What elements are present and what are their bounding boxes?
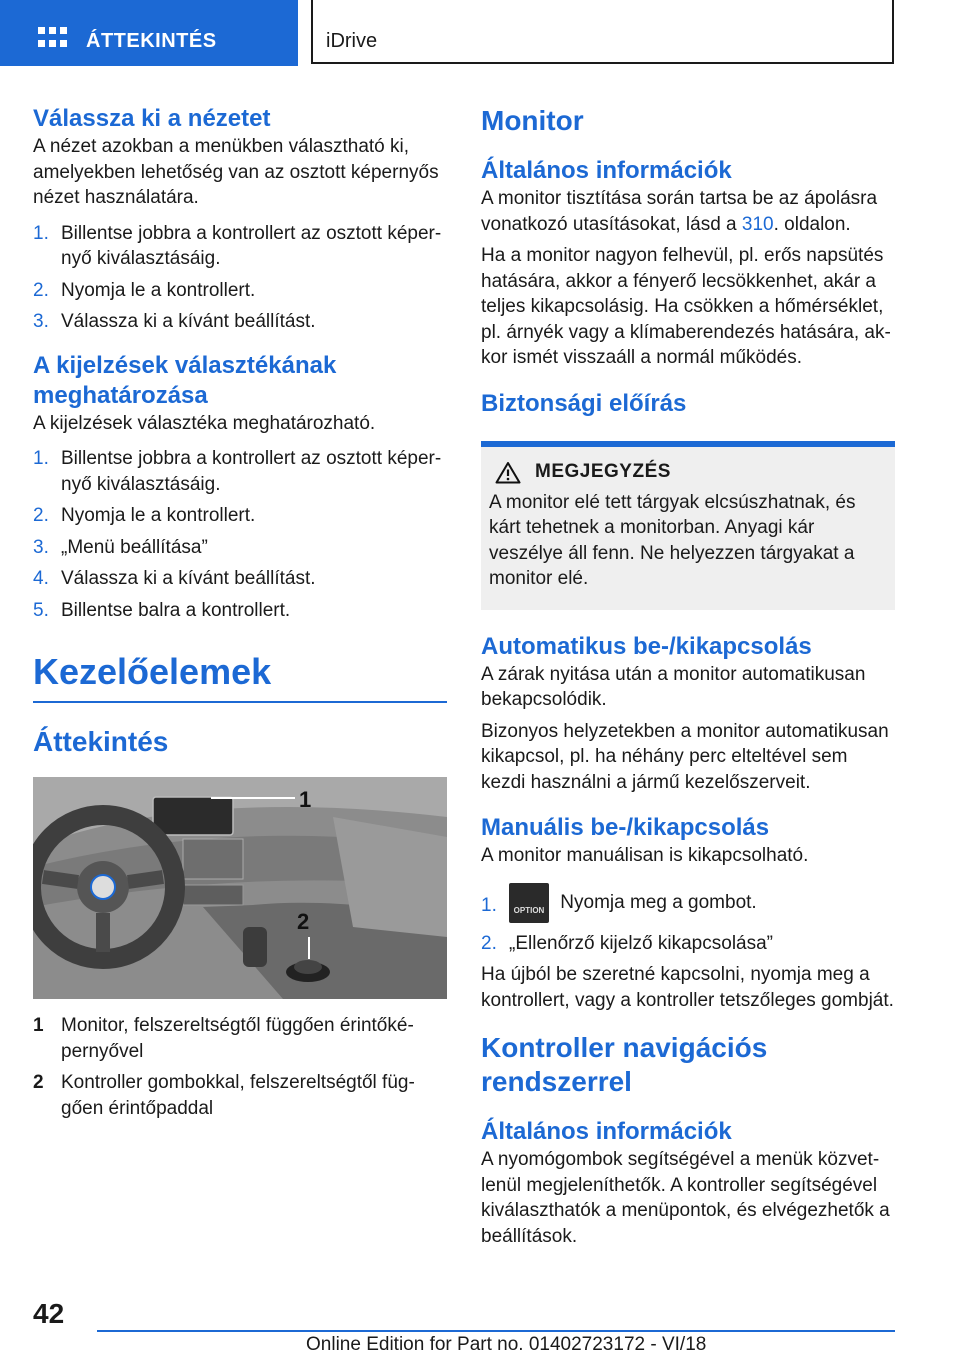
footer-rule bbox=[97, 1330, 895, 1332]
list-item bbox=[33, 221, 447, 272]
step-text: Nyomja le a kontrollert. bbox=[61, 505, 256, 526]
heading-select-view: Válassza ki a nézetet bbox=[33, 105, 271, 132]
callout-1: 1 bbox=[299, 787, 312, 812]
auto-para-2: Bizonyos helyzetekben a monitor automatikusan kikapcsol, pl. ha néhány perc elteltével sem kezdi használni a jármű kezelőszerveit. bbox=[481, 720, 889, 793]
heading-safety: Biztonsági előírás bbox=[481, 389, 687, 417]
manual-steps bbox=[481, 883, 895, 957]
left-column bbox=[33, 104, 447, 1127]
step-number: 1. bbox=[481, 894, 497, 916]
step-number: 3. bbox=[33, 311, 49, 332]
nav-para-1: A nyomógombok segítségével a menük közvetlenül megjeleníthetők. A kontroller segítségével kiválaszthatók a menüpontok, és elvégezhetők a beállítások. bbox=[481, 1149, 890, 1247]
step-number: 2. bbox=[33, 279, 49, 301]
step-number: 1. bbox=[33, 222, 49, 244]
legend-number: 1 bbox=[33, 1015, 44, 1036]
list-item bbox=[481, 931, 895, 957]
chapter-heading: Kezelőelemek bbox=[33, 651, 272, 692]
select-view-intro: A nézet azokban a menükben választható ki, amelyekben lehetőség van az osztott képernyős nézet használatára. bbox=[33, 136, 439, 208]
heading-manual-onoff: Manuális be-/kikapcsolás bbox=[481, 814, 770, 841]
display-selection-steps bbox=[33, 446, 447, 623]
page-number: 42 bbox=[33, 1298, 65, 1329]
callout-2: 2 bbox=[297, 909, 310, 934]
list-item bbox=[33, 535, 447, 561]
step-text: Válassza ki a kívánt beállítást. bbox=[61, 568, 316, 589]
list-item bbox=[33, 309, 447, 335]
option-button-icon bbox=[509, 883, 549, 923]
display-selection-intro: A kijelzések választéka meghatározható. bbox=[33, 412, 376, 434]
list-item bbox=[33, 503, 447, 529]
right-column bbox=[481, 104, 895, 1249]
general-para-1 bbox=[481, 186, 895, 237]
general-para-2: Ha a monitor nagyon felhevül, pl. erős napsütés hatására, akkor a fényerő lecsökkenhet, akár a teljes kikapcsolásig. Ha csökken a hőmérséklet, pl. árnyék vagy a klímaberendezés hatására, akkor ismét visszaáll a normál működés. bbox=[481, 245, 891, 368]
heading-controller-nav: Kontroller navigációs rendszerrel bbox=[481, 1032, 768, 1097]
select-view-steps bbox=[33, 221, 447, 335]
step-text: Billentse jobbra a kontrollert az osztott képernyő kiválasztásáig. bbox=[61, 448, 442, 495]
legend-item bbox=[33, 1013, 447, 1064]
list-item bbox=[33, 598, 447, 624]
cockpit-illustration bbox=[33, 777, 447, 999]
step-text: Billentse balra a kontrollert. bbox=[61, 599, 291, 621]
step-number: 2. bbox=[33, 505, 49, 526]
section-title: ÁTTEKINTÉS bbox=[86, 30, 217, 52]
list-item bbox=[481, 883, 895, 923]
step-number: 1. bbox=[33, 448, 49, 469]
heading-monitor: Monitor bbox=[481, 105, 584, 136]
legend-item bbox=[33, 1070, 447, 1121]
warning-icon bbox=[495, 461, 521, 484]
auto-para-1: A zárak nyitása után a monitor automatikusan bekapcsolódik. bbox=[481, 663, 866, 710]
step-number: 5. bbox=[33, 599, 49, 621]
step-text: Válassza ki a kívánt beállítást. bbox=[61, 311, 316, 332]
notice-label: MEGJEGYZÉS bbox=[535, 461, 671, 482]
cockpit-drawing bbox=[33, 777, 447, 999]
step-text: „Menü beállítása” bbox=[61, 536, 208, 558]
grid-menu-icon bbox=[38, 27, 68, 49]
footer-edition: Online Edition for Part no. 01402723172 - VI/18 bbox=[306, 1334, 707, 1355]
list-item bbox=[33, 278, 447, 304]
legend-text: Kontroller gombokkal, felszereltségtől függően érintőpaddal bbox=[61, 1072, 415, 1119]
step-text: Nyomja le a kontrollert. bbox=[61, 279, 256, 301]
option-button-label: OPTION bbox=[513, 905, 545, 915]
list-item bbox=[33, 566, 447, 592]
text: . oldalon. bbox=[773, 213, 851, 235]
chapter-tab[interactable] bbox=[311, 0, 894, 64]
heading-general-info: Általános információk bbox=[481, 157, 732, 184]
notice-text: A monitor elé tett tárgyak elcsúszhatnak, és kárt tehetnek a monitorban. Anyagi kár veszélye áll fenn. Ne helyezzen tárgyakat a monitor elé. bbox=[489, 491, 856, 589]
step-number: 4. bbox=[33, 568, 49, 589]
list-item bbox=[33, 446, 447, 497]
text: A monitor tisztítása során tartsa be az ápolásra vonatkozó utasításokat, lásd a bbox=[481, 188, 878, 235]
step-text: Nyomja meg a gombot. bbox=[560, 891, 757, 913]
heading-auto-onoff: Automatikus be-/kikapcsolás bbox=[481, 632, 812, 660]
page-link-310[interactable]: 310 bbox=[741, 213, 774, 235]
heading-nav-general-info: Általános információk bbox=[481, 1118, 732, 1145]
manual-para-2: Ha újból be szeretné kapcsolni, nyomja meg a kontrollert, vagy a kontroller tetszőleges gombját. bbox=[481, 964, 894, 1011]
step-number: 3. bbox=[33, 536, 49, 558]
chapter-title: iDrive bbox=[326, 30, 378, 52]
step-number: 2. bbox=[481, 932, 497, 954]
manual-para-1: A monitor manuálisan is kikapcsolható. bbox=[481, 845, 809, 866]
heading-overview: Áttekintés bbox=[33, 726, 169, 757]
step-text: „Ellenőrző kijelző kikapcsolása” bbox=[509, 932, 773, 954]
step-text: Billentse jobbra a kontrollert az osztott képernyő kiválasztásáig. bbox=[61, 222, 442, 269]
heading-display-selection: A kijelzések választékának meghatározása bbox=[33, 351, 337, 409]
notice-box bbox=[481, 447, 895, 610]
legend-text: Monitor, felszereltségtől függően érintőképernyővel bbox=[61, 1015, 414, 1062]
legend-number: 2 bbox=[33, 1072, 44, 1093]
